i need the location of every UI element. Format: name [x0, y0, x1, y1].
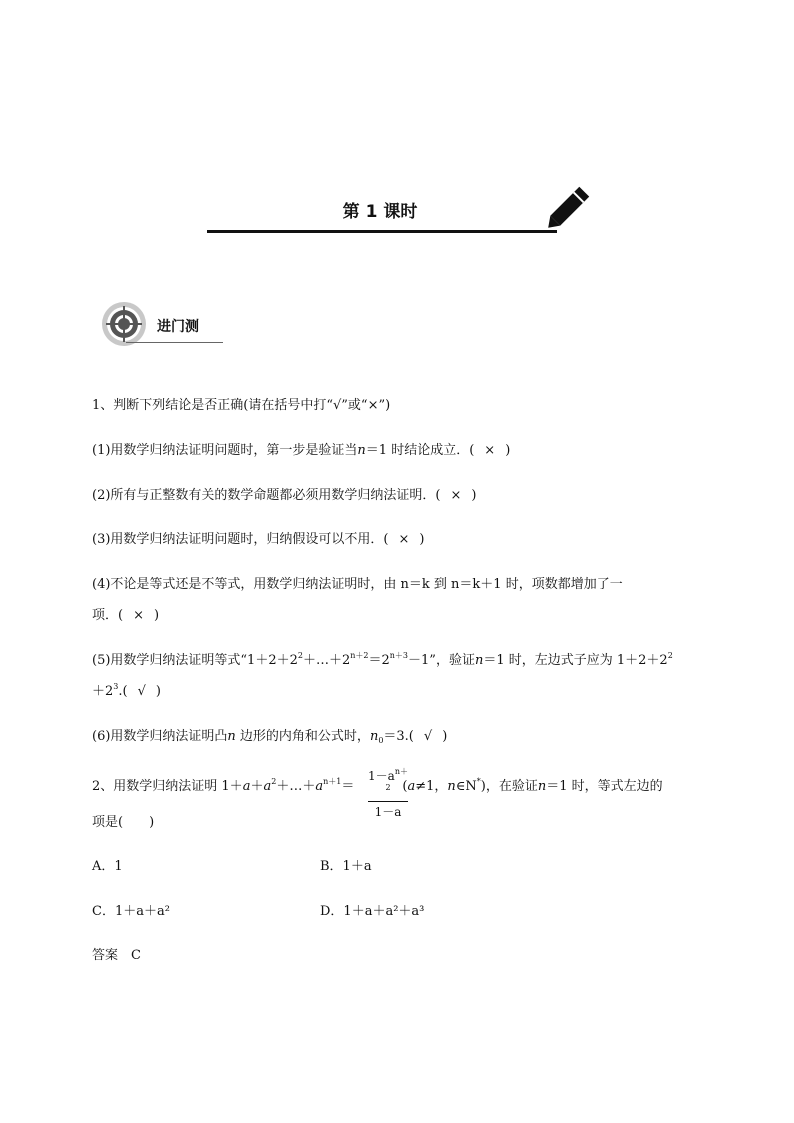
q2-option-c: C．1＋a＋a²: [92, 904, 170, 919]
q1-item-5-line1: (5)用数学归纳法证明等式“$1+2+2^2+\dots+2^{n+2}=2^{n+3}-1$”，验证n＝1 时，左边式子应为 $1+2+2^2$: [92, 651, 673, 668]
title-rule: [207, 230, 557, 233]
q2-option-d: D．1＋a＋a²＋a³: [320, 904, 425, 919]
target-icon: [101, 301, 147, 347]
q1-item-6: (6)用数学归纳法证明凸n 边形的内角和公式时，$n_0=3$.( √ ): [92, 729, 448, 745]
lesson-title: 第 1 课时: [342, 202, 418, 222]
q2-option-b: B．1＋a: [320, 859, 372, 874]
q1-item-5-line2: $+2^3$.( √ ): [92, 682, 161, 699]
q2-stem-line1: 2、用数学归纳法证明 $1+a+a^2+\dots+a^{n+1}= (a\ne 1$，n∈N*)，在验证n＝1 时，等式左边的: [92, 777, 663, 794]
q1-item-1: (1)用数学归纳法证明问题时，第一步是验证当n＝1 时结论成立．( × ): [92, 443, 511, 458]
q2-fraction: $1-a^{n+2}$ 1－a: [368, 767, 408, 819]
pencil-icon: [540, 180, 596, 236]
q1-prompt: 1、判断下列结论是否正确(请在括号中打“√”或“×”): [92, 398, 391, 413]
q2-answer: 答案 C: [92, 948, 141, 963]
q1-item-2: (2)所有与正整数有关的数学命题都必须用数学归纳法证明．( × ): [92, 488, 477, 503]
q2-option-a: A．1: [92, 859, 123, 874]
section-rule: [126, 342, 223, 343]
section-label: 进门测: [157, 319, 199, 335]
q1-item-3: (3)用数学归纳法证明问题时，归纳假设可以不用．( × ): [92, 532, 425, 547]
q2-stem-line2: 项是( ): [92, 815, 155, 830]
q1-item-4-line2: 项．( × ): [92, 608, 160, 623]
q1-item-4-line1: (4)不论是等式还是不等式，用数学归纳法证明时，由 n＝k 到 n＝k＋1 时，项数都增加了一: [92, 577, 623, 592]
